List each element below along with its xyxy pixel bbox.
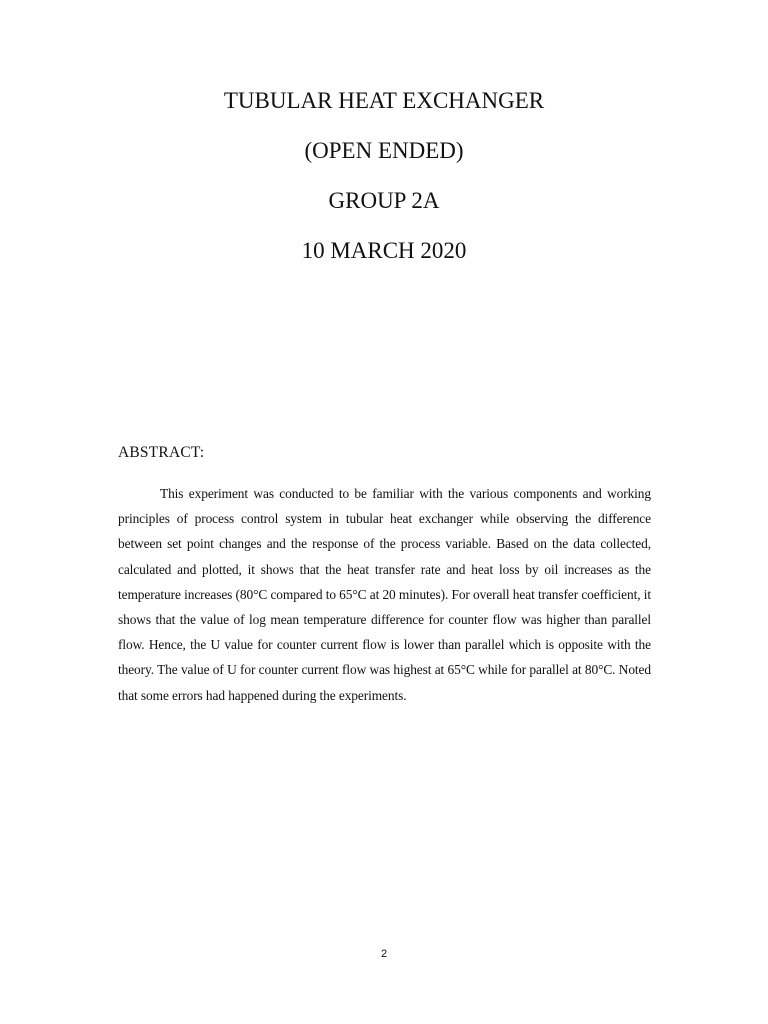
page-number: 2 <box>380 948 388 960</box>
report-subtitle: (OPEN ENDED) <box>304 138 464 163</box>
report-title: TUBULAR HEAT EXCHANGER <box>223 88 545 113</box>
abstract-body: This experiment was conducted to be familiar with the various components and working principles of process control system in tubular heat exchanger while observing the difference between set point changes and the response of the process variable. Based on the data collected, calculated and plotted, it shows that the heat transfer rate and heat loss by oil increases as the temperature increases (80°C compared to 65°C at 20 minutes). For overall heat transfer coefficient, it shows that the value of log mean temperature difference for counter flow was higher than parallel flow. Hence, the U value for counter current flow is lower than parallel which is opposite with the theory. The value of U for counter current flow was highest at 65°C while for parallel at 80°C. Noted that some errors had happened during the experiments. <box>118 486 651 703</box>
group-name: GROUP 2A <box>328 188 440 213</box>
title-block <box>0 88 768 263</box>
abstract-heading: ABSTRACT: <box>118 444 205 461</box>
report-date: 10 MARCH 2020 <box>301 238 467 263</box>
